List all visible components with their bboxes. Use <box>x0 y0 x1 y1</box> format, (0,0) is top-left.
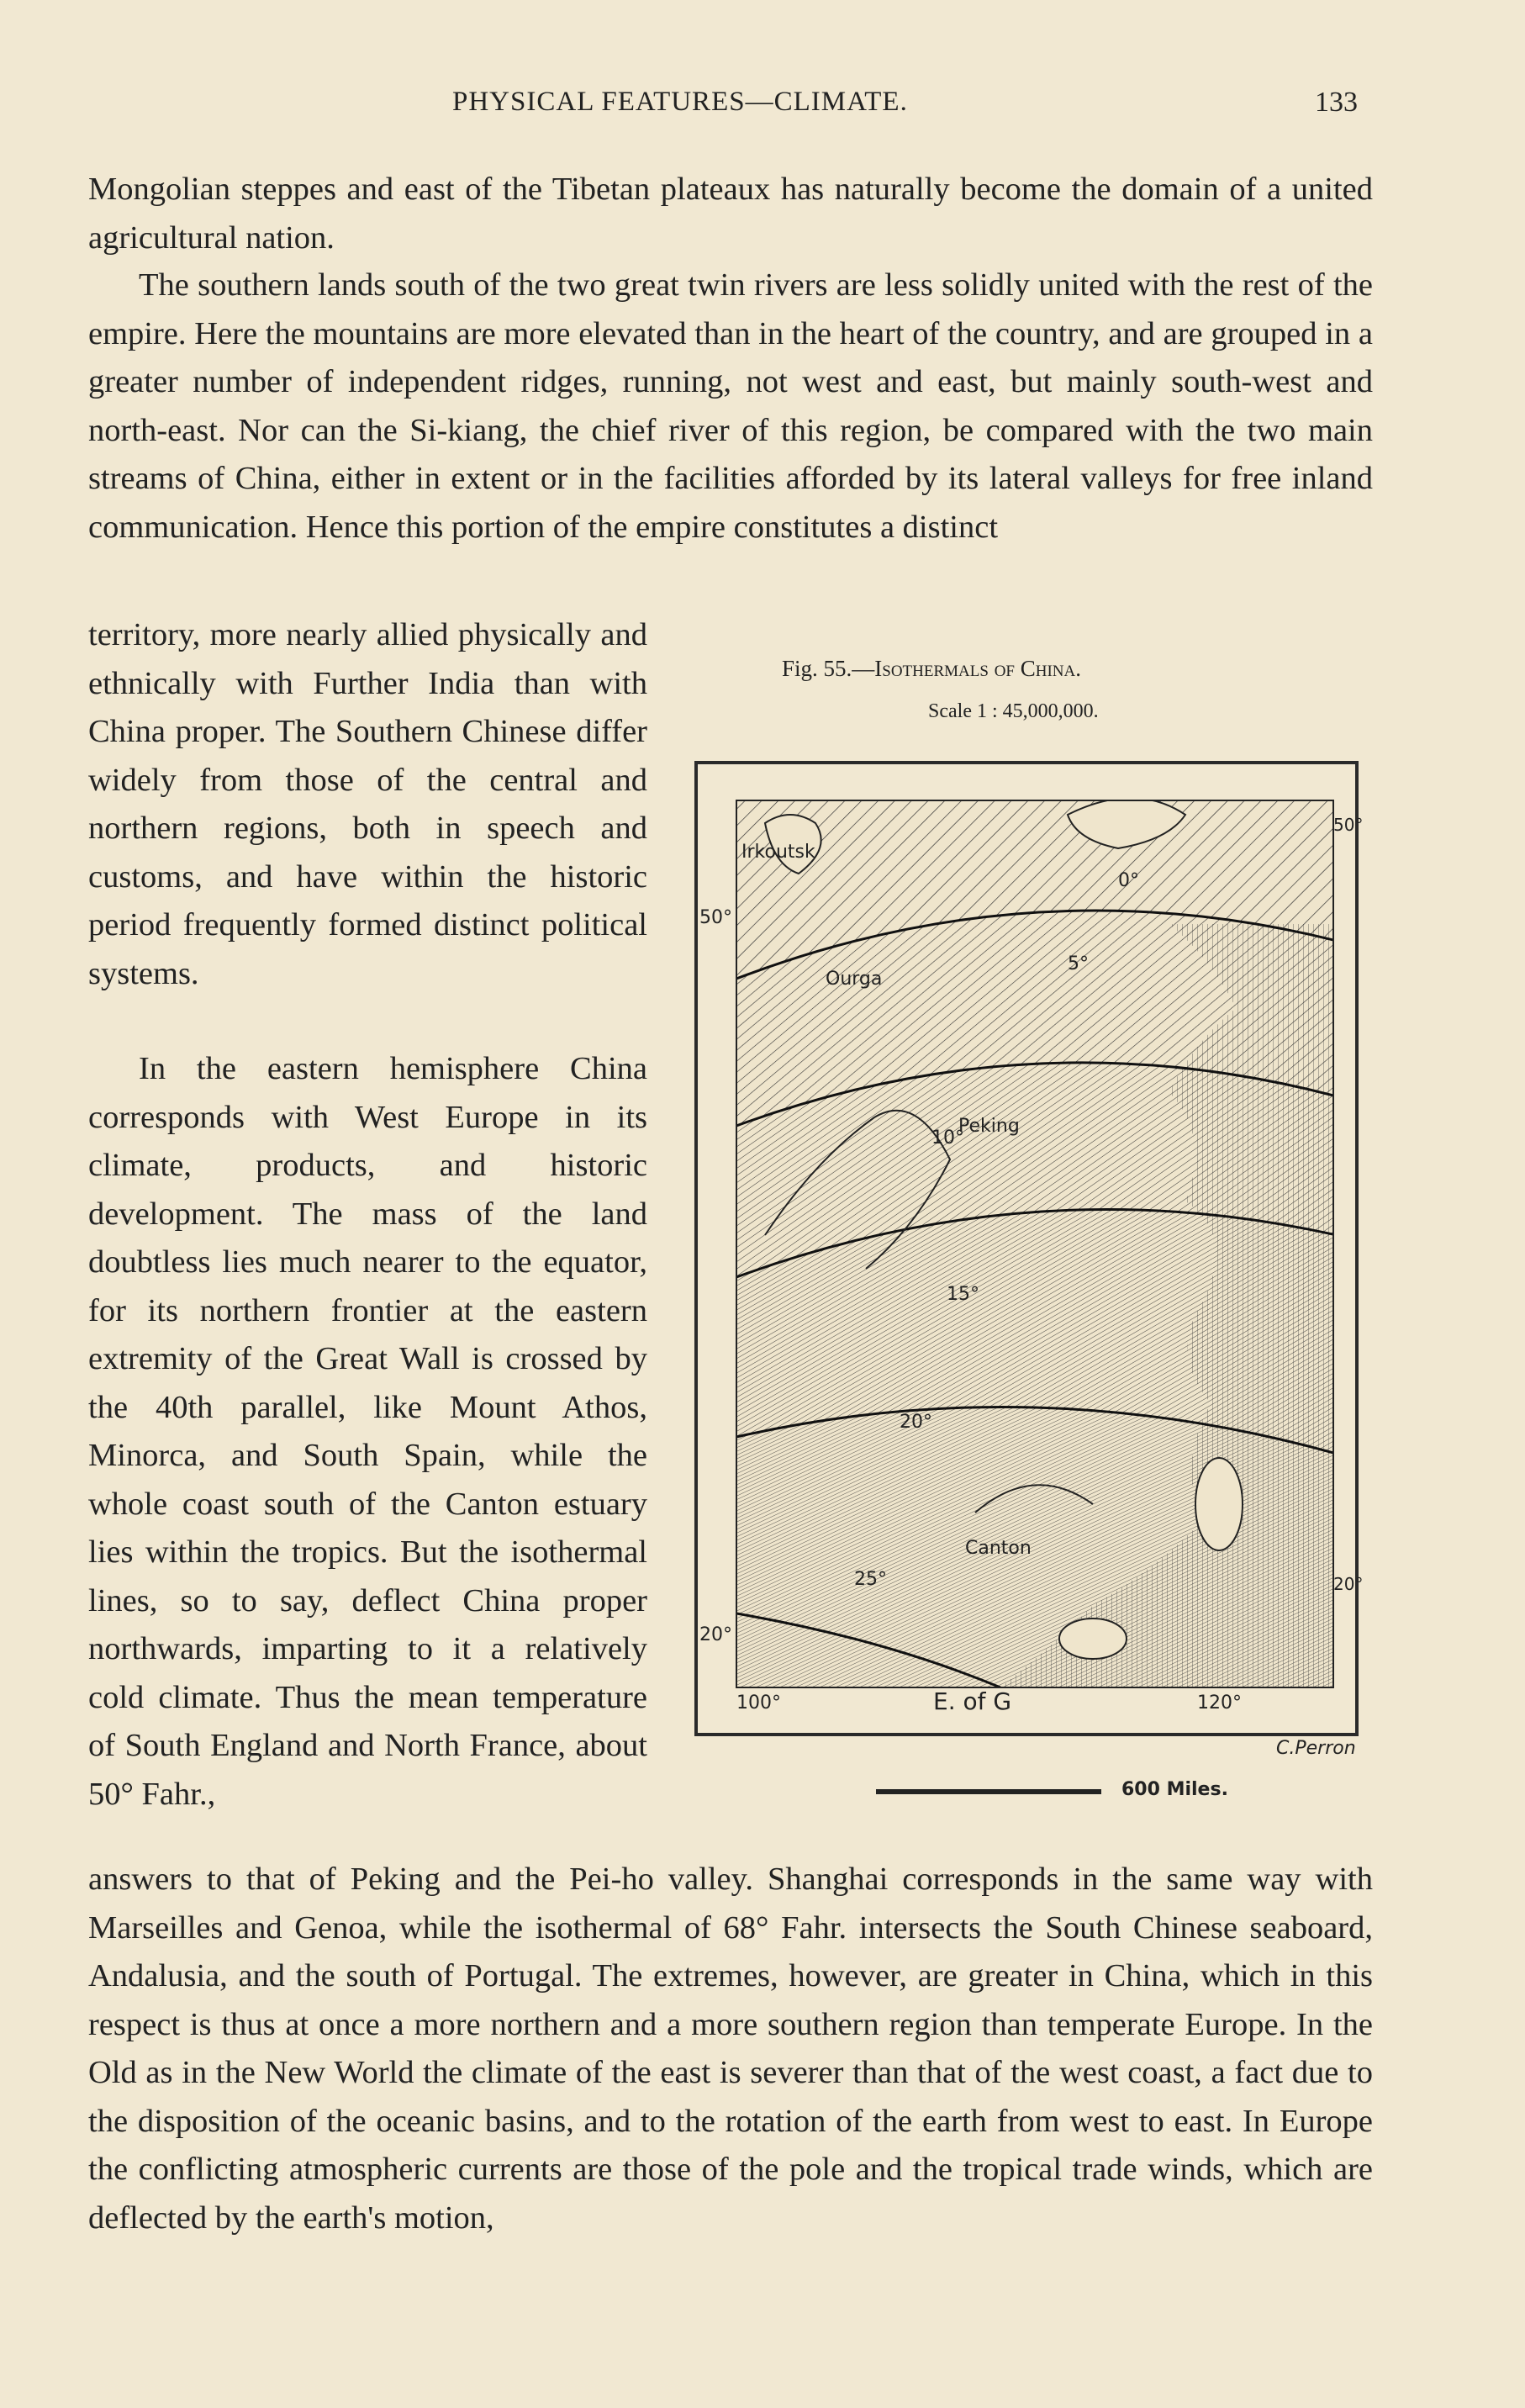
figure-number: Fig. 55.— <box>782 656 875 681</box>
label-lat-20-right: 20° <box>1333 1574 1364 1594</box>
label-lon-120: 120° <box>1197 1692 1242 1714</box>
label-irkoutsk: Irkoutsk <box>741 842 815 863</box>
label-isotherm-25: 25° <box>854 1569 887 1590</box>
label-lat-50-right: 50° <box>1333 815 1364 835</box>
label-lat-50-left: 50° <box>699 907 732 928</box>
label-isotherm-0: 0° <box>1118 870 1139 891</box>
scale-bar-label: 600 Miles. <box>1121 1779 1228 1800</box>
label-lat-20-left: 20° <box>699 1624 732 1645</box>
map-drawing <box>698 764 1355 1733</box>
label-isotherm-5: 5° <box>1068 953 1089 974</box>
engraver-signature: C.Perron <box>1276 1738 1356 1759</box>
paragraph-text: answers to that of Peking and the Pei-ho valley. Shanghai corresponds in the same way with Marseilles and Genoa, while the isothermal of 68° Fahr. intersects the South Chinese seaboard, Andalusia, and the south of Portugal. The extremes, however, are greater in China, which in this respect is thus at once a more northern and a more southern region than temperate Europe. In the Old as in the New World the climate of the east is severer than that of the west coast, a fact due to the disposition of the oceanic basins, and to the rotation of the earth from west to east. In Europe the conflicting atmospheric currents are those of the pole and the tropical trade winds, which are deflected by the earth's motion, <box>88 1861 1373 2236</box>
figure-title: Isothermals of China. <box>874 656 1081 681</box>
figure-caption <box>782 656 1081 682</box>
paragraph-bottom <box>88 1856 1373 2242</box>
label-canton: Canton <box>965 1538 1032 1559</box>
page-number: 133 <box>1315 87 1358 118</box>
running-title: PHYSICAL FEATURES—CLIMATE. <box>452 87 908 117</box>
label-isotherm-10: 10° <box>931 1127 964 1149</box>
label-east-of-greenwich: E. of G <box>933 1687 1012 1715</box>
paragraph-text: territory, more nearly allied physically and ethnically with Further India than with China proper. The Southern Chinese differ widely from those of the central and northern regions, both in speech and customs, and have within the historic period frequently formed distinct political systems. <box>88 617 647 991</box>
label-peking: Peking <box>958 1116 1020 1137</box>
paragraph-second <box>88 261 1373 552</box>
paragraph-text: In the eastern hemisphere China corresponds with West Europe in its climate, products, and historic development. The mass of the land doubtless lies much nearer to the equator, for its northern frontier at the eastern extremity of the Great Wall is crossed by the 40th parallel, like Mount Athos, Minorca, and South Spain, while the whole coast south of the Canton estuary lies within the tropics. But the isothermal lines, so to say, deflect China proper northwards, imparting to it a relatively cold climate. Thus the mean temperature of South England and North France, about 50° Fahr., <box>88 1051 647 1812</box>
label-isotherm-15: 15° <box>947 1284 979 1305</box>
figure-scale: Scale 1 : 45,000,000. <box>928 700 1099 722</box>
page-header <box>0 87 1525 129</box>
label-lon-100: 100° <box>736 1692 781 1714</box>
label-ourga: Ourga <box>826 969 883 990</box>
column-paragraph-b <box>88 1045 647 1819</box>
column-paragraph-a <box>88 611 647 998</box>
paragraph-text: The southern lands south of the two great twin rivers are less solidly united with the rest of the empire. Here the mountains are more elevated than in the heart of the country, and are grouped in a greater number of independent ridges, running, not west and east, but mainly south-west and north-east. Nor can the Si-kiang, the chief river of this region, be compared with the two main streams of China, either in extent or in the facilities afforded by its lateral valleys for free inland communication. Hence this portion of the empire constitutes a distinct <box>88 267 1373 545</box>
paragraph-top <box>88 166 1373 262</box>
paragraph-text: Mongolian steppes and east of the Tibetan plateaux has naturally become the domain of a united agricultural nation. <box>88 172 1373 256</box>
scale-bar <box>876 1789 1101 1794</box>
isotherm-map <box>694 761 1364 1736</box>
label-isotherm-20: 20° <box>900 1412 932 1433</box>
